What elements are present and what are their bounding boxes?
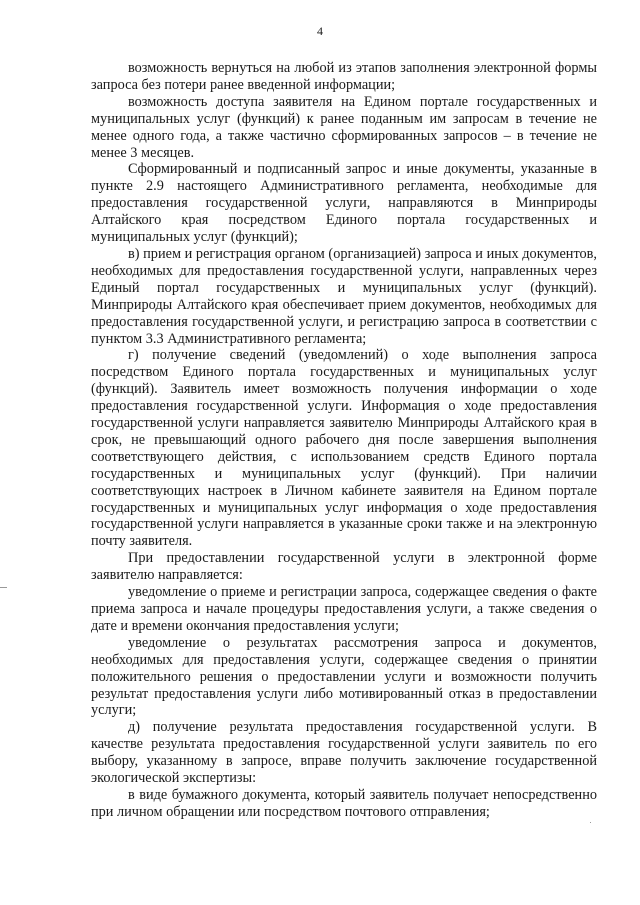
paragraph-1: возможность вернуться на любой из этапов заполнения электронной формы запроса без потери ранее введенной информации; — [91, 60, 597, 93]
paragraph-10: в виде бумажного документа, который заявитель получает непосредственно при личном обращении или посредством почтового отправления; — [91, 786, 597, 820]
paragraph-5: г) получение сведений (уведомлений) о ходе выполнения запроса посредством Единого портала государственных и муниципальных услуг (функций). Заявитель имеет возможность получения информации о ходе предоставления государственной услуги. Информация о ходе предоставления государственной услуги направляется заявителю Минприроды Алтайского края в срок, не превышающий одного рабочего дня после завершения выполнения соответствующего действия, с использованием средств Единого портала государственных и муниципальных услуг (функций). При наличии соответствующих настроек в Личном кабинете заявителя на Едином портале государственных и муниципальных услуг информация о ходе предоставления государственной услуги направляется в указанные сроки также и на электронную почту заявителя. — [91, 347, 597, 550]
paragraph-2: возможность доступа заявителя на Едином портале государственных и муниципальных услуг (функций) к ранее поданным им запросам в течение не менее одного года, а также частично сформированных запросов – в течение не менее 3 месяцев. — [91, 93, 597, 161]
paragraph-9: д) получение результата предоставления государственной услуги. В качестве результата предоставления государственной услуги заявитель по его выбору, указанному в запросе, вправе получить заключение государственной экологической экспертизы: — [91, 719, 597, 787]
paragraph-4: в) прием и регистрация органом (организацией) запроса и иных документов, необходимых для предоставления государственной услуги, направленных через Единый портал государственных и муниципальных услуг (функций). Минприроды Алтайского края обеспечивает прием документов, необходимых для предоставления государственной услуги, и регистрацию запроса в соответствии с пунктом 3.3 Административного регламента; — [91, 245, 597, 347]
page-number: 4 — [317, 24, 323, 38]
paragraph-7: уведомление о приеме и регистрации запроса, содержащее сведения о факте приема запроса и начале процедуры предоставления услуги, а также сведения о дате и времени окончания предоставления услуги; — [91, 584, 597, 634]
scan-artifact-dot — [590, 822, 591, 823]
paragraph-3: Сформированный и подписанный запрос и иные документы, указанные в пункте 2.9 настоящего Административного регламента, необходимые для предоставления государственной услуги, направляются в Минприроды Алтайского края посредством Единого портала государственных и муниципальных услуг (функций); — [91, 161, 597, 246]
paragraph-8: уведомление о результатах рассмотрения запроса и документов, необходимых для предоставления услуги, содержащее сведения о принятии положительного решения о предоставлении услуги и возможности получить результат предоставления услуги либо мотивированный отказ в предоставлении услуги; — [91, 634, 597, 719]
document-body — [91, 60, 597, 821]
paragraph-6: При предоставлении государственной услуги в электронной форме заявителю направляется: — [91, 550, 597, 584]
scan-artifact-left — [0, 587, 7, 588]
